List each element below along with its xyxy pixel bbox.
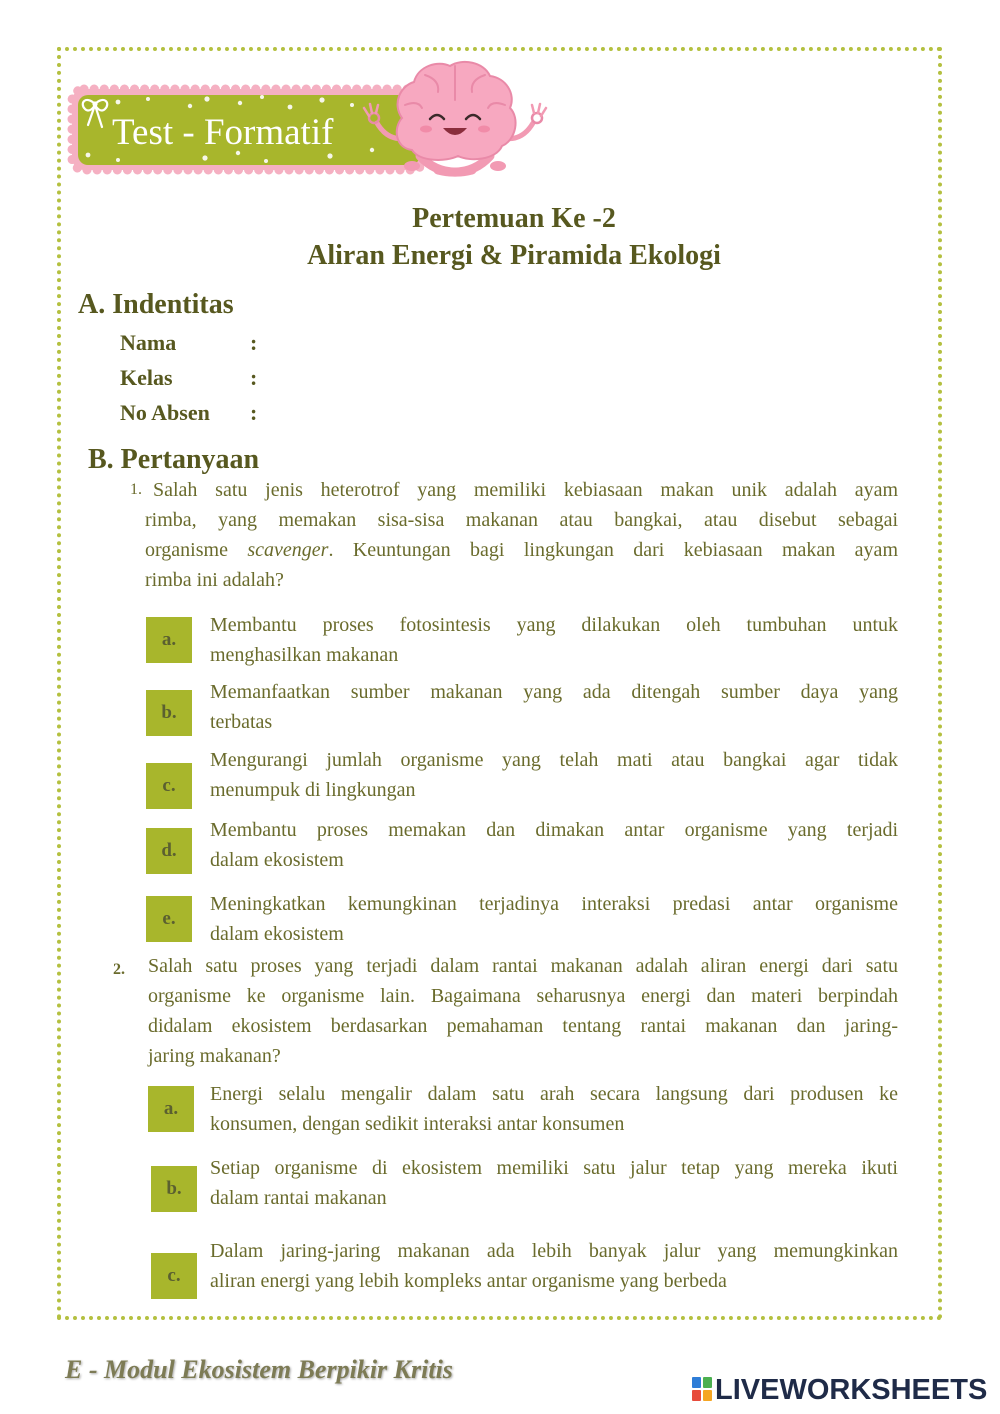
- question-line: rimba, yang memakan sisa-sisa makanan atau bangkai, atau disebut sebagai: [145, 509, 898, 531]
- identity-separator: :: [250, 330, 258, 355]
- answer-option-box-a[interactable]: a.: [146, 617, 192, 663]
- identity-label: Kelas: [120, 365, 173, 390]
- question-2-text: [148, 951, 898, 1071]
- answer-option-text-e: [210, 889, 898, 949]
- question-line: Salah satu proses yang terjadi dalam rantai makanan adalah aliran energi dari satu: [148, 955, 898, 977]
- option-line: dalam ekosistem: [210, 923, 344, 945]
- option-line: Energi selalu mengalir dalam satu arah secara langsung dari produsen ke: [210, 1083, 898, 1105]
- question-line: didalam ekosistem berdasarkan pemahaman tentang rantai makanan dan jaring-: [148, 1015, 898, 1037]
- answer-option-box-c[interactable]: c.: [151, 1253, 197, 1299]
- identity-separator: :: [250, 400, 258, 425]
- question-1-text: [145, 475, 898, 595]
- option-line: Dalam jaring-jaring makanan ada lebih banyak jalur yang memungkinkan: [210, 1240, 898, 1262]
- answer-option-text-a: [210, 610, 898, 670]
- answer-option-box-c[interactable]: c.: [146, 763, 192, 809]
- option-line: Membantu proses fotosintesis yang dilakukan oleh tumbuhan untuk: [210, 614, 898, 636]
- option-line: Meningkatkan kemungkinan terjadinya interaksi predasi antar organisme: [210, 893, 898, 915]
- answer-option-box-b[interactable]: b.: [151, 1166, 197, 1212]
- scavenger-term: scavenger: [247, 539, 329, 561]
- option-line: dalam ekosistem: [210, 849, 344, 871]
- identity-row-absence-number: [120, 398, 280, 428]
- question-line-text: . Keuntungan bagi lingkungan dari kebiasaan makan ayam: [328, 539, 898, 561]
- identity-label: Nama: [120, 330, 177, 355]
- option-line: Mengurangi jumlah organisme yang telah mati atau bangkai agar tidak: [210, 749, 898, 771]
- module-footer-title: E - Modul Ekosistem Berpikir Kritis: [65, 1355, 453, 1384]
- option-line: Membantu proses memakan dan dimakan antar organisme yang terjadi: [210, 819, 898, 841]
- identity-row-class: [120, 363, 280, 393]
- answer-option-box-d[interactable]: d.: [146, 828, 192, 874]
- answer-option-box-b[interactable]: b.: [146, 690, 192, 736]
- question-number: 1.: [130, 481, 142, 498]
- option-line: konsumen, dengan sedikit interaksi antar konsumen: [210, 1113, 625, 1135]
- question-line: Salah satu jenis heterotrof yang memiliki kebiasaan makan unik adalah ayam: [153, 479, 898, 501]
- identity-label: No Absen: [120, 400, 210, 425]
- option-line: terbatas: [210, 711, 273, 733]
- question-line-text: organisme: [145, 539, 248, 561]
- liveworksheets-logo-icon: [692, 1377, 713, 1402]
- question-line: [145, 535, 898, 565]
- banner-title: Test - Formatif: [112, 112, 334, 153]
- answer-option-text-c: [210, 1236, 898, 1296]
- answer-option-box-e[interactable]: e.: [146, 896, 192, 942]
- page-title: [214, 200, 814, 274]
- liveworksheets-brand[interactable]: LIVEWORKSHEETS: [715, 1374, 988, 1406]
- meeting-title: Pertemuan Ke -2: [412, 203, 616, 234]
- question-line: organisme ke organisme lain. Bagaimana seharusnya energi dan materi berpindah: [148, 985, 898, 1007]
- answer-option-text-d: [210, 815, 898, 875]
- option-line: menghasilkan makanan: [210, 644, 399, 666]
- option-line: Memanfaatkan sumber makanan yang ada ditengah sumber daya yang: [210, 681, 898, 703]
- identity-heading: A. Indentitas: [78, 289, 234, 320]
- question-number: 2.: [113, 961, 125, 978]
- option-line: dalam rantai makanan: [210, 1187, 387, 1209]
- question-line: jaring makanan?: [148, 1045, 281, 1067]
- identity-row-name: [120, 328, 280, 358]
- identity-separator: :: [250, 365, 258, 390]
- answer-option-text-b: [210, 1153, 898, 1213]
- answer-option-text-b: [210, 677, 898, 737]
- answer-option-box-a[interactable]: a.: [148, 1086, 194, 1132]
- answer-option-text-a: [210, 1079, 898, 1139]
- option-line: menumpuk di lingkungan: [210, 779, 416, 801]
- question-line: rimba ini adalah?: [145, 569, 284, 591]
- questions-heading: B. Pertanyaan: [88, 444, 260, 475]
- option-line: aliran energi yang lebih kompleks antar organisme yang berbeda: [210, 1270, 727, 1292]
- option-line: Setiap organisme di ekosistem memiliki satu jalur tetap yang mereka ikuti: [210, 1157, 898, 1179]
- topic-title: Aliran Energi & Piramida Ekologi: [307, 240, 721, 271]
- answer-option-text-c: [210, 745, 898, 805]
